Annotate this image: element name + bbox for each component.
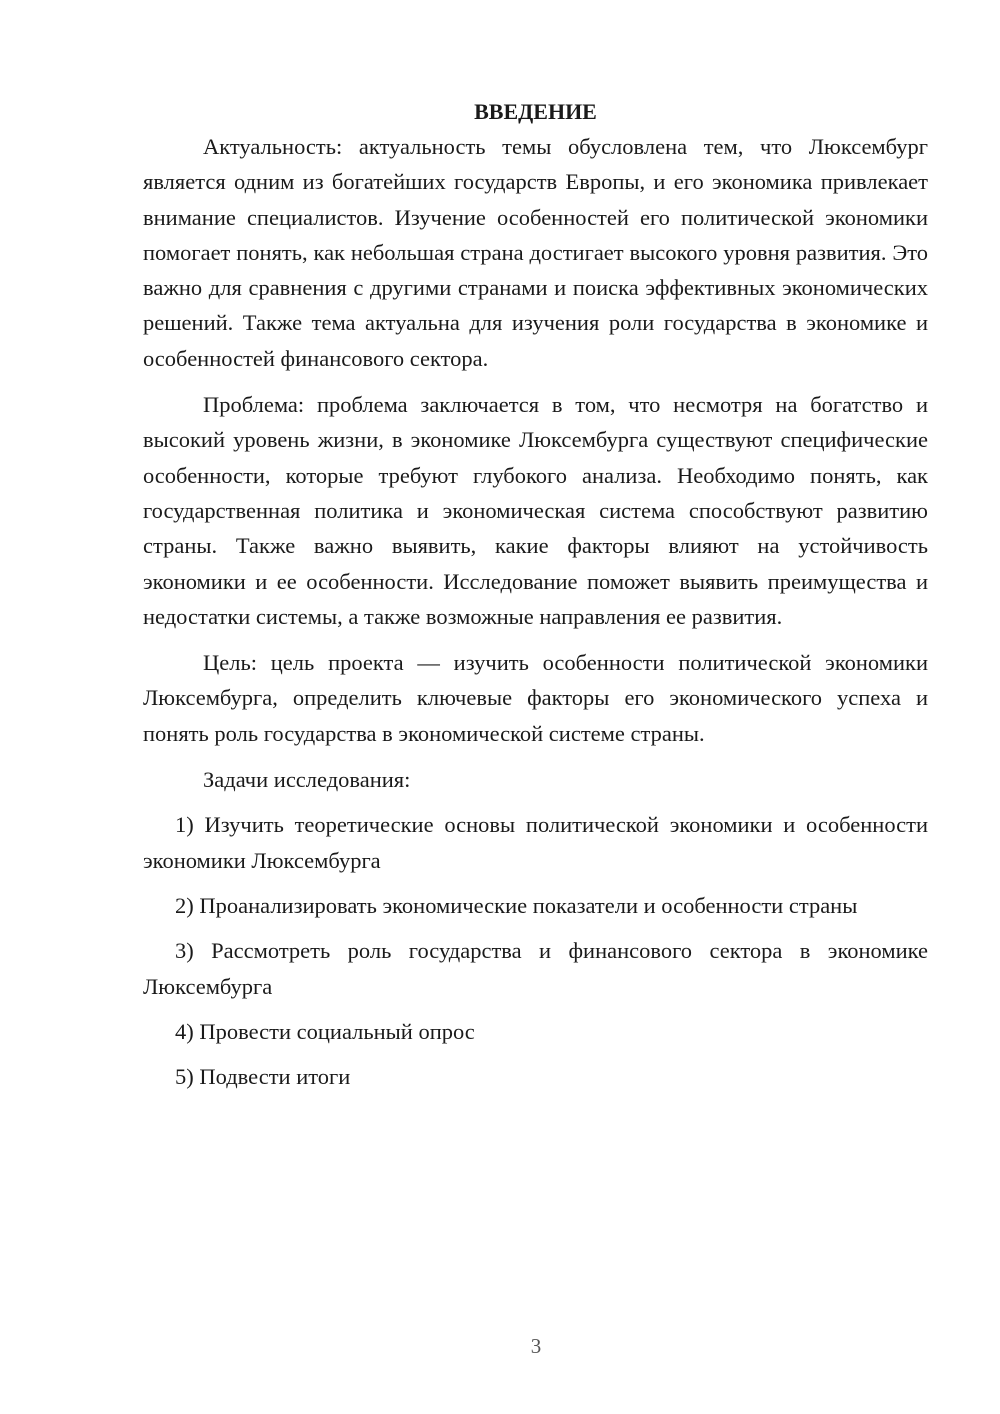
paragraph-relevance: Актуальность: актуальность темы обусловлена тем, что Люксембург является одним из богатейших государств Европы, и его экономика привлекает внимание специалистов. Изучение особенностей его политической экономики помогает понять, как небольшая страна достигает высокого уровня развития. Это важно для сравнения с другими странами и поиска эффективных экономических решений. Также тема актуальна для изучения роли государства в экономике и особенностей финансового сектора. [143,134,928,371]
page-number: 3 [530,1334,542,1358]
list-item: 5) Подвести итоги [175,1064,351,1090]
page-title: ВВЕДЕНИЕ [474,99,597,124]
tasks-list [143,807,928,1094]
list-item: 2) Проанализировать экономические показатели и особенности страны [175,892,858,918]
list-item: 1) Изучить теоретические основы политической экономики и особенности экономики Люксембурга [143,812,928,873]
page-content [143,94,928,1104]
list-item: 3) Рассмотреть роль государства и финансового сектора в экономике Люксембурга [143,938,928,999]
list-item: 4) Провести социальный опрос [175,1018,475,1044]
tasks-heading: Задачи исследования: [203,767,411,793]
paragraph-goal: Цель: цель проекта — изучить особенности политической экономики Люксембурга, определить ключевые факторы его экономического успеха и понять роль государства в экономической системе страны. [143,650,928,746]
paragraph-problem: Проблема: проблема заключается в том, что несмотря на богатство и высокий уровень жизни, в экономике Люксембурга существуют специфические особенности, которые требуют глубокого анализа. Необходимо понять, как государственная политика и экономическая система способствуют развитию страны. Также важно выявить, какие факторы влияют на устойчивость экономики и ее особенности. Исследование поможет выявить преимущества и недостатки системы, а также возможные направления ее развития. [143,392,928,629]
